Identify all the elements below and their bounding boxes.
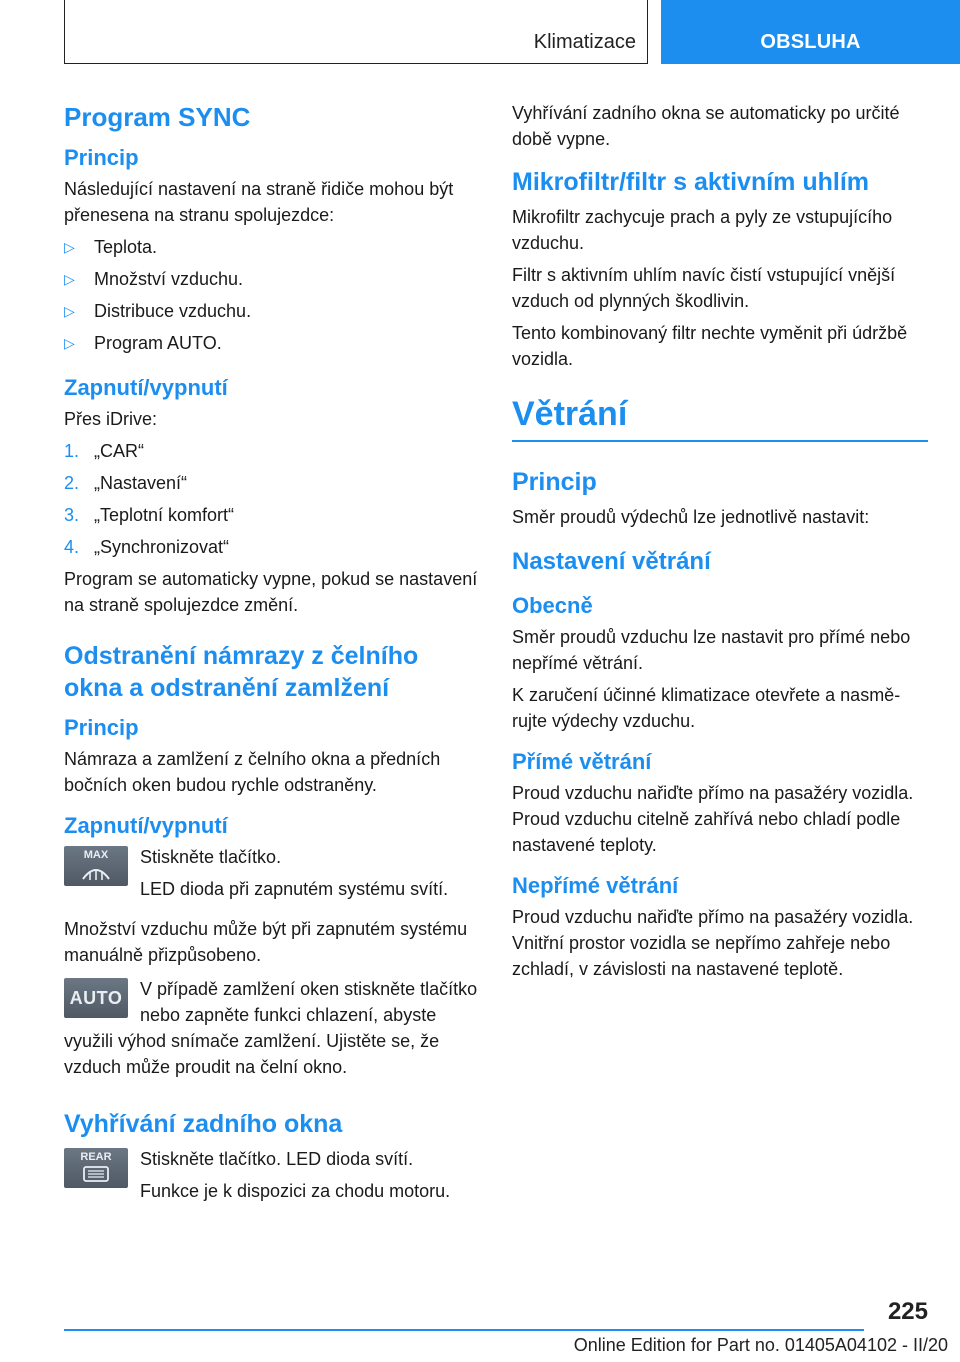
rear-title: Vyhřívání zadního okna xyxy=(64,1110,343,1138)
auto-button-icon: AUTO xyxy=(64,978,128,1018)
filter-p2: Filtr s aktivním uhlím navíc čistí vstupující vnější vzduch od plynných škodlivin. xyxy=(512,265,896,311)
filter-p1: Mikrofiltr zachycuje prach a pyly ze vstupujícího vzduchu. xyxy=(512,207,893,253)
general-p2: K zaručení účinné klimatizace otevřete a nasměrujte výdechy vzduchu. xyxy=(512,685,901,731)
sync-steps xyxy=(64,438,480,560)
step-item: 1. „CAR“ xyxy=(64,441,144,461)
sync-note: Program se automaticky vypne, pokud se nastavení na straně spolujezdce změní. xyxy=(64,569,478,615)
rear-defrost-button-icon: REAR xyxy=(64,1148,128,1188)
rear-auto-off: Vyhřívání zadního okna se automaticky po určité době vypne. xyxy=(512,103,900,149)
sync-principle-text: Následující nastavení na straně řidiče mohou být přenesena na stranu spolujezdce: xyxy=(64,179,454,225)
step-item: 4. „Synchronizovat“ xyxy=(64,537,230,557)
triangle-bullet-icon: ▷ xyxy=(64,239,75,255)
sync-title: Program SYNC xyxy=(64,102,251,132)
sync-principle-heading: Princip xyxy=(64,145,139,170)
sync-onoff-text: Přes iDrive: xyxy=(64,409,158,429)
right-column xyxy=(512,100,928,988)
general-p1: Směr proudů vzduchu lze nastavit pro přímé nebo nepřímé větrání. xyxy=(512,627,911,673)
general-heading: Obecně xyxy=(512,593,593,618)
sync-onoff-heading: Zapnutí/vypnutí xyxy=(64,375,228,400)
sync-list xyxy=(64,234,480,356)
vent-title: Větrání xyxy=(512,392,928,442)
rear-press: Stiskněte tlačítko. LED dioda svítí. xyxy=(140,1149,414,1169)
filter-title: Mikrofiltr/filtr s aktivním uhlím xyxy=(512,168,869,196)
vent-principle-text: Směr proudů výdechů lze jednotlivě nastavit: xyxy=(512,507,870,527)
defrost-led: LED dioda při zapnutém systému svítí. xyxy=(140,879,449,899)
vent-principle-heading: Princip xyxy=(512,468,597,496)
direct-heading: Přímé větrání xyxy=(512,749,652,774)
triangle-bullet-icon: ▷ xyxy=(64,271,75,287)
triangle-bullet-icon: ▷ xyxy=(64,303,75,319)
list-item: ▷ Teplota. xyxy=(64,234,480,260)
header-tab-obsluha[interactable]: OBSLUHA xyxy=(661,0,960,64)
list-item: ▷ Distribuce vzduchu. xyxy=(64,298,480,324)
vent-settings-heading: Nastavení větrání xyxy=(512,548,711,575)
indirect-text: Proud vzduchu nařiďte přímo na pasažéry vozidla. Vnitřní prostor vozidla se nepřímo zahřeje nebo zchladí, v závislosti na nastavené teplotě. xyxy=(512,907,914,979)
rear-engine: Funkce je k dispozici za chodu motoru. xyxy=(140,1181,451,1201)
list-item: ▷ Množství vzduchu. xyxy=(64,266,480,292)
max-defrost-row xyxy=(64,844,480,908)
defrost-air: Množství vzduchu může být při zapnutém systému manuálně přizpůsobeno. xyxy=(64,919,468,965)
header-section-title: Klimatizace xyxy=(533,31,636,53)
footer-edition: Online Edition for Part no. 01405A04102 - II/20 xyxy=(573,1335,948,1355)
defrost-auto: V případě zamlžení oken stiskněte tlačítko nebo zapněte funkci chlazení, abyste využili výhod snímače zamlžení. Ujistěte se, že vzduch může proudit na čelní okno. xyxy=(64,979,478,1077)
defrost-press: Stiskněte tlačítko. xyxy=(140,847,282,867)
auto-row xyxy=(64,976,480,1080)
max-defrost-button-icon: MAX xyxy=(64,846,128,886)
direct-text: Proud vzduchu nařiďte přímo na pasažéry vozidla. Proud vzduchu citelně zahřívá nebo chladí podle nastavené teploty. xyxy=(512,783,914,855)
defrost-title: Odstranění námrazy z čelního okna a odstranění zamlžení xyxy=(64,642,419,702)
defrost-principle-heading: Princip xyxy=(64,715,139,740)
step-item: 2. „Nastavení“ xyxy=(64,473,188,493)
step-item: 3. „Teplotní komfort“ xyxy=(64,505,235,525)
indirect-heading: Nepřímé větrání xyxy=(512,873,679,898)
defrost-principle-text: Námraza a zamlžení z čelního okna a předních bočních oken budou rychle odstraněny. xyxy=(64,749,441,795)
filter-p3: Tento kombinovaný filtr nechte vyměnit při údržbě vozidla. xyxy=(512,323,908,369)
defrost-onoff-heading: Zapnutí/vypnutí xyxy=(64,813,228,838)
left-column xyxy=(64,100,480,1210)
footer-divider xyxy=(64,1329,864,1331)
rear-row xyxy=(64,1146,480,1210)
page-number: 225 xyxy=(887,1298,928,1325)
triangle-bullet-icon: ▷ xyxy=(64,335,75,351)
list-item: ▷ Program AUTO. xyxy=(64,330,480,356)
